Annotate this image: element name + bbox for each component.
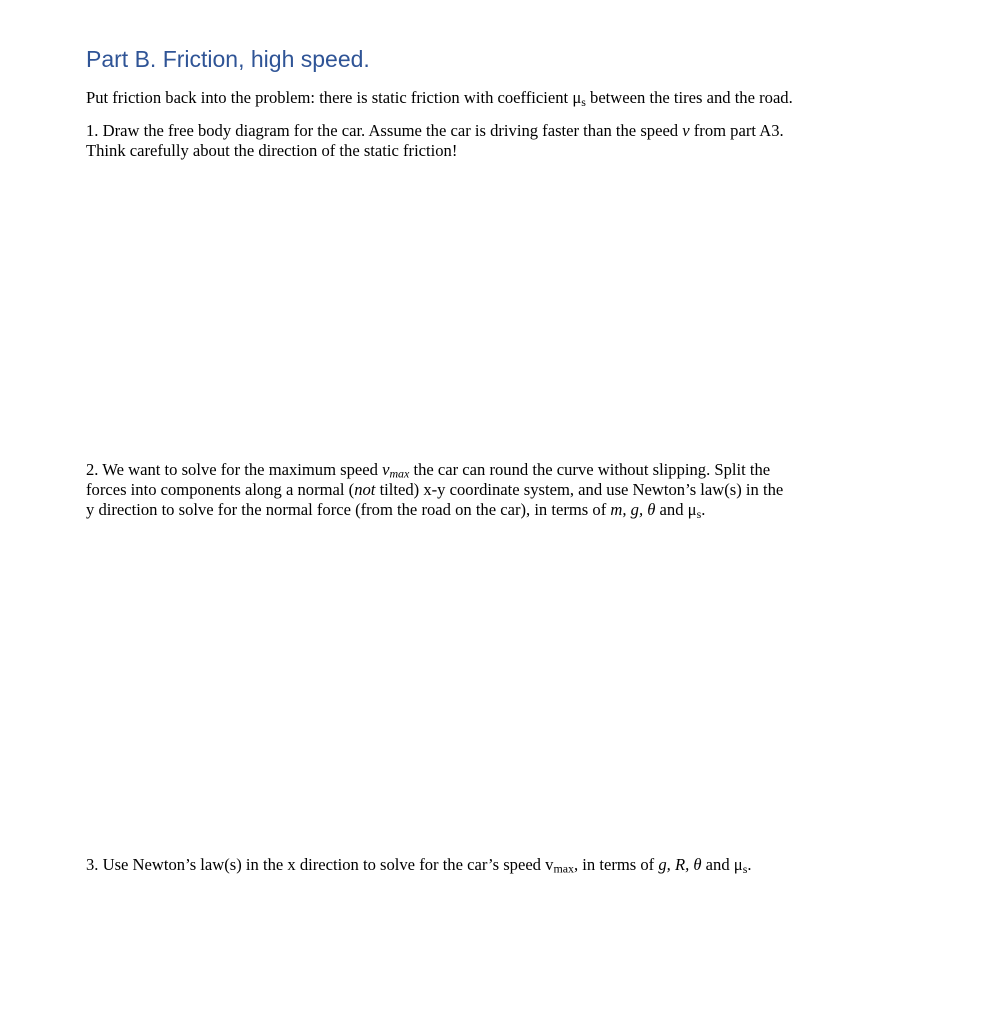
mu-subscript: s [742, 861, 748, 876]
intro-paragraph [86, 88, 898, 108]
question-2-and: and [655, 500, 688, 519]
question-2-line-3 [86, 500, 898, 520]
question-3-variables: g, R, θ [658, 855, 702, 874]
question-1-line-2: Think carefully about the direction of the static friction! [86, 141, 458, 160]
question-2-line-2-start: forces into components along a normal ( [86, 480, 355, 499]
speed-variable: v [682, 121, 690, 140]
question-2 [86, 460, 898, 520]
section-heading: Part B. Friction, high speed. [86, 46, 370, 72]
question-3-text-start: 3. Use Newton’s law(s) in the x direction to solve for the car’s speed v [86, 855, 554, 874]
question-2-line-3-start: y direction to solve for the normal force (from the road on the car), in terms of [86, 500, 611, 519]
question-1 [86, 121, 898, 161]
question-1-text-end: from part A3. [689, 121, 784, 140]
question-2-line-2-end: tilted) x-y coordinate system, and use Newton’s law(s) in the [375, 480, 784, 499]
emphasis-not: not [354, 480, 376, 499]
question-2-text-start: 2. We want to solve for the maximum speed [86, 460, 383, 479]
question-1-line-1 [86, 121, 898, 141]
question-2-line-1 [86, 460, 898, 480]
mu-symbol: μ [687, 500, 697, 519]
intro-text-start: Put friction back into the problem: there is static friction with coefficient [86, 88, 573, 107]
question-2-line-2 [86, 480, 898, 500]
question-3-and: and [701, 855, 734, 874]
vmax-subscript: max [553, 861, 574, 876]
question-1-text-start: 1. Draw the free body diagram for the car. Assume the car is driving faster than the speed [86, 121, 683, 140]
question-3-end: . [747, 855, 752, 874]
question-2-end: . [701, 500, 706, 519]
question-3-middle: , in terms of [574, 855, 659, 874]
question-2-line-1-end: the car can round the curve without slipping. Split the [409, 460, 771, 479]
question-3 [86, 855, 898, 875]
question-2-variables: m, g, θ [610, 500, 656, 519]
vmax-variable: v [382, 460, 390, 479]
mu-symbol: μ [572, 88, 582, 107]
mu-subscript: s [696, 506, 702, 521]
intro-text-end: between the tires and the road. [585, 88, 793, 107]
mu-symbol: μ [733, 855, 743, 874]
mu-subscript: s [581, 94, 586, 109]
vmax-subscript: max [389, 466, 410, 481]
